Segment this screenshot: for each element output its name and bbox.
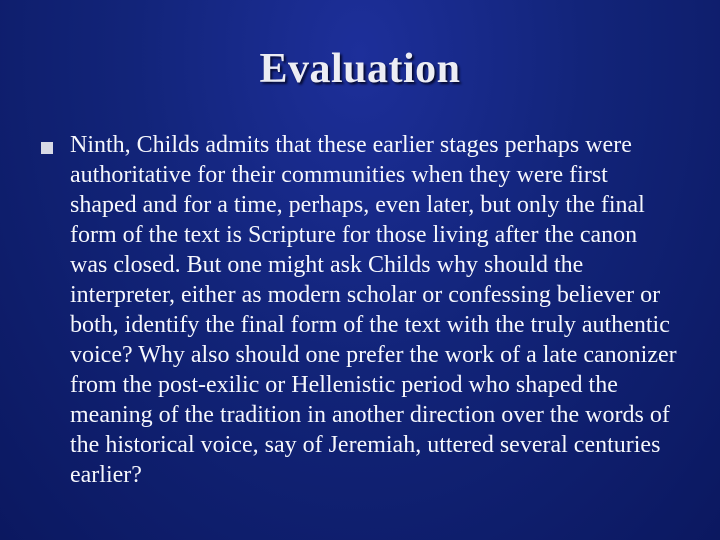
bullet-text: Ninth, Childs admits that these earlier stages perhaps were authoritative for their communities when they were first shaped and for a time, perhaps, even later, but only the final form of the text is Scripture for those living after the canon was closed. But one might ask Childs why should the interpreter, either as modern scholar or confessing believer or both, identify the final form of the text with the truly authentic voice? Why also should one prefer the work of a late canonizer from the post-exilic or Hellenistic period who shaped the meaning of the tradition in another direction over the words of the historical voice, say of Jeremiah, uttered several centuries earlier? <box>70 132 677 488</box>
square-bullet-icon <box>41 142 53 154</box>
slide-title: Evaluation <box>259 46 461 92</box>
